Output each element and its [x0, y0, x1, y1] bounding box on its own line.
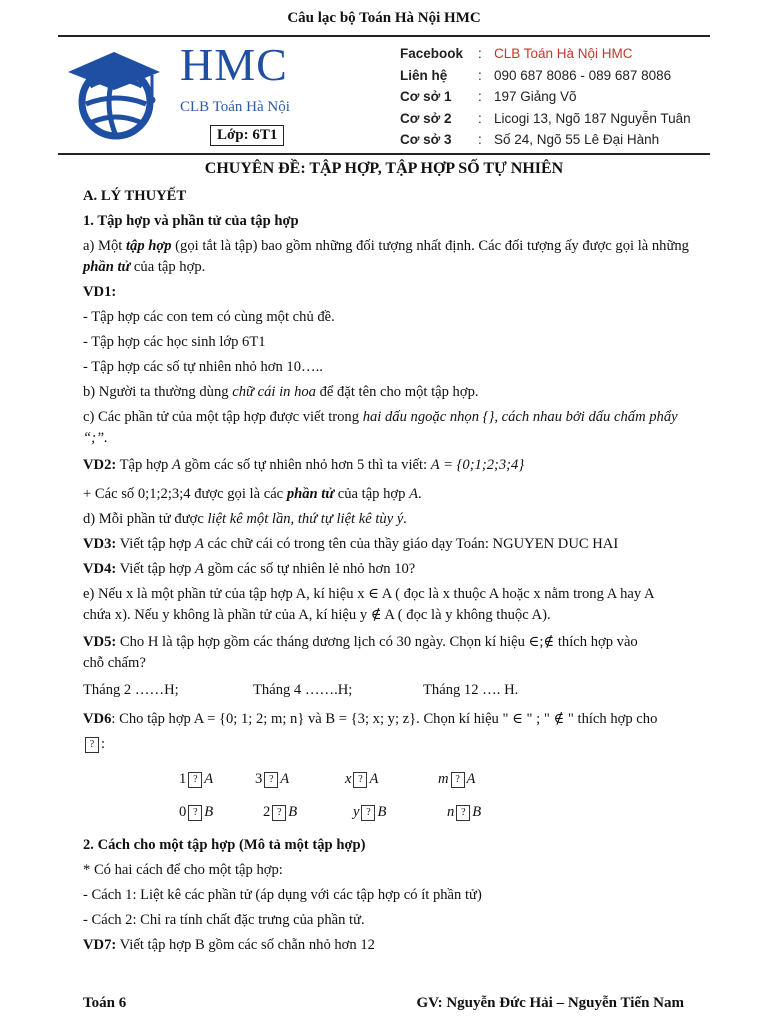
section-1-heading: 1. Tập hợp và phần tử của tập hợp: [83, 213, 299, 229]
campus-1-value: 197 Giảng Võ: [494, 89, 577, 105]
element: 2: [263, 804, 271, 820]
element: 0: [179, 804, 187, 820]
var: A: [194, 561, 204, 577]
set-name: A: [280, 771, 290, 787]
vd1-label: VD1:: [83, 284, 117, 300]
element: m: [438, 771, 449, 787]
membership-item: [345, 769, 378, 790]
vd5-label: VD5:: [83, 634, 117, 650]
vd2: [83, 455, 693, 476]
hmc-logo-icon: [66, 42, 162, 146]
class-label: Lớp: 6T1: [210, 125, 284, 146]
info-sep: :: [478, 110, 482, 126]
lesson-content: [83, 186, 693, 956]
info-label: Cơ sở 2: [400, 110, 452, 126]
question-box: ?: [353, 772, 367, 788]
vd5: [83, 632, 693, 653]
brand-subtitle: CLB Toán Hà Nội: [180, 99, 290, 115]
months-row: [83, 680, 693, 701]
paragraph-a: [83, 236, 693, 278]
text: Tập hợp: [116, 457, 172, 473]
var: A: [194, 536, 204, 552]
question-box: ?: [85, 737, 99, 753]
italic-text: hai dấu ngoặc nhọn {}, cách nhau bởi dấu chấm phẩy “;”.: [83, 409, 678, 446]
contact-info: [400, 43, 691, 151]
text: :: [101, 736, 106, 752]
text: để đặt tên cho một tập hợp.: [315, 384, 479, 400]
facebook-value: CLB Toán Hà Nội HMC: [494, 46, 633, 62]
question-box: ?: [451, 772, 465, 788]
paragraph-e-line-1: e) Nếu x là một phần tử của tập hợp A, kí hiệu x ∈ A ( đọc là x thuộc A hoặc x nằm trong A hay A: [83, 586, 655, 602]
footer-subject: Toán 6: [83, 995, 127, 1011]
info-row-contact: [400, 65, 691, 87]
vd3: [83, 534, 693, 555]
text: + Các số 0;1;2;3;4 được gọi là các: [83, 486, 287, 502]
question-box: ?: [456, 805, 470, 821]
plus-note: [83, 484, 693, 505]
month-item: Tháng 4 …….H;: [253, 682, 353, 698]
element: 1: [179, 771, 187, 787]
vd1-item: - Tập hợp các học sinh lớp 6T1: [83, 334, 266, 350]
text: các chữ cái có trong tên của thầy giáo dạy Toán: NGUYEN DUC HAI: [203, 536, 619, 552]
italic-text: liệt kê một lần, thứ tự liệt kê tùy ý.: [207, 511, 407, 527]
vd1-item: - Tập hợp các con tem có cùng một chủ đề.: [83, 309, 335, 325]
text: b) Người ta thường dùng: [83, 384, 233, 400]
membership-item: [353, 802, 386, 823]
set-name: B: [472, 804, 482, 820]
vd2-label: VD2:: [83, 457, 117, 473]
set-name: B: [204, 804, 214, 820]
paragraph-e-line-2: chứa x). Nếu y không là phần tử của A, kí hiệu y ∉ A ( đọc là y không thuộc A).: [83, 607, 551, 623]
two-ways-intro: * Có hai cách để cho một tập hợp:: [83, 862, 283, 878]
text: d) Mỗi phần tử được: [83, 511, 208, 527]
membership-item: [255, 769, 289, 790]
vd6-label: VD6: [83, 711, 112, 727]
phone-value: 090 687 8086 - 089 687 8086: [494, 67, 672, 83]
set-name: A: [204, 771, 214, 787]
section-a-heading: A. LÝ THUYẾT: [83, 188, 187, 204]
question-box: ?: [272, 805, 286, 821]
vd4-label: VD4:: [83, 561, 117, 577]
text: Cho H là tập hợp gồm các tháng dương lịch có 30 ngày. Chọn kí hiệu ∈;∉ thích hợp vào: [116, 634, 638, 650]
text: của tập hợp: [334, 486, 410, 502]
set-name: A: [369, 771, 379, 787]
section-2-heading: 2. Cách cho một tập hợp (Mô tả một tập hợp): [83, 837, 366, 853]
way-2: - Cách 2: Chỉ ra tính chất đặc trưng của phần tử.: [83, 912, 365, 928]
text: c) Các phần tử của một tập hợp được viết trong: [83, 409, 363, 425]
info-label: Cơ sở 3: [400, 132, 452, 148]
vd4: [83, 559, 693, 580]
italic-text: chữ cái in hoa: [232, 384, 316, 400]
text: Viết tập hợp B gồm các số chẵn nhỏ hơn 12: [116, 937, 375, 953]
vd6: [83, 709, 693, 730]
header-divider: [58, 153, 710, 155]
info-label: Cơ sở 1: [400, 89, 452, 105]
vd5-line-2: chỗ chấm?: [83, 655, 146, 671]
text: Viết tập hợp: [116, 561, 195, 577]
var: A: [409, 486, 419, 502]
question-box: ?: [188, 805, 202, 821]
vd7-label: VD7:: [83, 937, 117, 953]
membership-row-b: [83, 802, 693, 823]
info-row-campus-1: [400, 86, 691, 108]
element: x: [345, 771, 352, 787]
info-row-campus-2: [400, 108, 691, 130]
question-box: ?: [188, 772, 202, 788]
paragraph-d: [83, 509, 693, 530]
vd7: [83, 935, 693, 956]
membership-item: [179, 802, 213, 823]
term-element: phần tử: [286, 486, 335, 502]
info-row-campus-3: [400, 129, 691, 151]
text: (gọi tắt là tập) bao gồm những đối tượng nhất định. Các đối tượng ấy được gọi là những: [171, 238, 689, 254]
term-set: tập hợp: [125, 238, 172, 254]
text: gồm các số tự nhiên lẻ nhỏ hơn 10?: [203, 561, 416, 577]
element: y: [353, 804, 360, 820]
info-label: Facebook: [400, 46, 464, 62]
membership-item: [179, 769, 213, 790]
set-name: B: [377, 804, 387, 820]
brand-name: HMC: [180, 39, 288, 90]
membership-item: [447, 802, 481, 823]
term-element: phần tử: [83, 259, 131, 275]
membership-row-a: [83, 769, 693, 790]
text: của tập hợp.: [130, 259, 206, 275]
text: Viết tập hợp: [116, 536, 195, 552]
info-label: Liên hệ: [400, 67, 448, 83]
page-title: CHUYÊN ĐỀ: TẬP HỢP, TẬP HỢP SỐ TỰ NHIÊN: [204, 160, 564, 177]
element: 3: [255, 771, 263, 787]
vd3-label: VD3:: [83, 536, 117, 552]
month-item: Tháng 2 ……H;: [83, 682, 179, 698]
text: a) Một: [83, 238, 126, 254]
info-sep: :: [478, 67, 482, 83]
text: : Cho tập hợp A = {0; 1; 2; m; n} và B = {3; x; y; z}. Chọn kí hiệu " ∈ " ; " ∉ " thích hợp cho: [111, 711, 658, 727]
info-sep: :: [478, 132, 482, 148]
vd6-line-2: [83, 734, 693, 755]
element: n: [447, 804, 455, 820]
text: .: [418, 486, 422, 502]
question-box: ?: [264, 772, 278, 788]
vd1-item: - Tập hợp các số tự nhiên nhỏ hơn 10…..: [83, 359, 323, 375]
paragraph-b: [83, 382, 693, 403]
set-name: A: [466, 771, 476, 787]
text: gồm các số tự nhiên nhỏ hơn 5 thì ta viết:: [180, 457, 431, 473]
formula: A = {0;1;2;3;4}: [430, 457, 525, 473]
question-box: ?: [361, 805, 375, 821]
info-sep: :: [478, 89, 482, 105]
month-item: Tháng 12 …. H.: [423, 682, 519, 698]
var: A: [171, 457, 181, 473]
set-name: B: [288, 804, 298, 820]
membership-item: [263, 802, 297, 823]
footer-teachers: GV: Nguyễn Đức Hải – Nguyễn Tiến Nam: [416, 995, 684, 1011]
way-1: - Cách 1: Liệt kê các phần tử (áp dụng với các tập hợp có ít phần tử): [83, 887, 482, 903]
top-divider: [58, 35, 710, 37]
club-header: Câu lạc bộ Toán Hà Nội HMC: [287, 10, 481, 26]
info-row-facebook: [400, 43, 691, 65]
campus-3-value: Số 24, Ngõ 55 Lê Đại Hành: [494, 132, 660, 148]
paragraph-c: [83, 407, 693, 449]
info-sep: :: [478, 46, 482, 62]
campus-2-value: Licogi 13, Ngõ 187 Nguyễn Tuân: [494, 110, 691, 126]
membership-item: [438, 769, 475, 790]
